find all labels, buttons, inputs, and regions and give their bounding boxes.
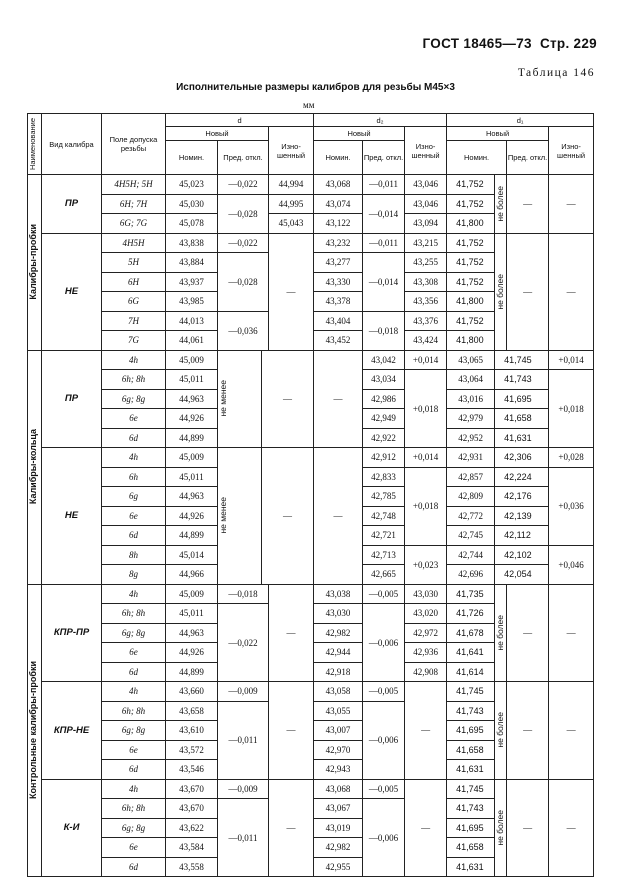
- table-row: 7G 44,061 43,452 43,424 41,800: [28, 331, 594, 351]
- table-row: 6d 44,899 42,922 42,952 41,631: [28, 428, 594, 448]
- table-row: НЕ 4H5H 43,838 —0,022 — 43,232 —0,011 43,215 41,752 не более — —: [28, 233, 594, 253]
- table-row: НЕ 4h 45,009 не менее — — 42,912 +0,014 42,931 42,306 +0,028: [28, 448, 594, 468]
- table-row: 6h; 8h 45,011 —0,022 43,030 —0,006 43,020 41,726: [28, 604, 594, 624]
- table-row: 6g; 8g 43,622 43,019 41,695: [28, 818, 594, 838]
- table-row: 8g 44,966 42,665 42,696 42,054: [28, 565, 594, 585]
- table-row: 6e 44,926 42,949 42,979 41,658: [28, 409, 594, 429]
- col-gauge-type: Вид калибра: [42, 114, 102, 175]
- col-d-worn: Изно-шенный: [269, 127, 314, 175]
- table-row: 6e 44,926 42,944 42,936 41,641: [28, 643, 594, 663]
- table-row: 6g 44,963 42,785 42,809 42,176: [28, 487, 594, 507]
- col-d: d: [166, 114, 314, 127]
- not-more-note: не более: [495, 233, 507, 350]
- col-d2-dev: Пред. откл.: [363, 141, 405, 175]
- gauge-pr: ПР: [42, 175, 102, 234]
- page-number: Стр. 229: [539, 36, 597, 51]
- not-less-note: не менее: [218, 350, 262, 448]
- col-d2: d₂: [314, 114, 447, 127]
- col-d2-worn: Изно-шенный: [405, 127, 447, 175]
- col-d-dev: Пред. откл.: [218, 141, 269, 175]
- table-row: Контрольные калибры-пробки КПР-ПР 4h 45,009 —0,018 — 43,038 —0,005 43,030 41,735 не более — —: [28, 584, 594, 604]
- table-row: 6h; 8h 43,658 —0,011 43,055 —0,006 41,743: [28, 701, 594, 721]
- table-row: 6g; 8g 43,610 43,007 41,695: [28, 721, 594, 741]
- gauge-ring-ne: НЕ: [42, 448, 102, 585]
- col-d-nominal: Номин.: [166, 141, 218, 175]
- not-more-note: не более: [495, 779, 507, 877]
- gauge-dimensions-table: [27, 113, 594, 877]
- table-row: 6d 44,899 42,918 42,908 41,614: [28, 662, 594, 682]
- table-row: 6h; 8h 45,011 43,034 +0,018 43,064 41,743 +0,018: [28, 370, 594, 390]
- table-row: 8h 45,014 42,713 +0,023 42,744 42,102 +0,046: [28, 545, 594, 565]
- gauge-k-i: К-И: [42, 779, 102, 877]
- table-title: Исполнительные размеры калибров для резьбы М45×3: [176, 82, 455, 93]
- table-row: 6h; 8h 43,670 —0,011 43,067 —0,006 41,743: [28, 799, 594, 819]
- table-row: 6H; 7H 45,030 —0,028 44,995 43,074 —0,014 43,046 41,752: [28, 194, 594, 214]
- col-d1-worn: Изно-шенный: [549, 127, 594, 175]
- table-row: 6e 43,584 42,982 41,658: [28, 838, 594, 858]
- table-row: 7H 44,013 —0,036 43,404 —0,018 43,376 41,752: [28, 311, 594, 331]
- col-d1-new: Новый: [447, 127, 549, 141]
- table-row: 6e 43,572 42,970 41,658: [28, 740, 594, 760]
- gauge-kpr-pr: КПР-ПР: [42, 584, 102, 682]
- not-less-note: не менее: [218, 448, 262, 585]
- table-row: 6g; 8g 44,963 42,986 43,016 41,695: [28, 389, 594, 409]
- not-more-note: не более: [495, 682, 507, 780]
- table-row: 5H 43,884 —0,028 43,277 —0,014 43,255 41,752: [28, 253, 594, 273]
- table-row: Калибры-кольца ПР 4h 45,009 не менее — — 43,042 +0,014 43,065 41,745 +0,014: [28, 350, 594, 370]
- table-row: 6H 43,937 43,330 43,308 41,752: [28, 272, 594, 292]
- gauge-ne: НЕ: [42, 233, 102, 350]
- table-number: Таблица 146: [517, 67, 595, 79]
- col-d2-new: Новый: [314, 127, 405, 141]
- col-d2-nominal: Номин.: [314, 141, 363, 175]
- page-header: [423, 36, 598, 51]
- not-more-note: не более: [495, 175, 507, 234]
- table-row: КПР-НЕ 4h 43,660 —0,009 — 43,058 —0,005 — 41,745 не более — —: [28, 682, 594, 702]
- table-row: 6d 43,546 42,943 41,631: [28, 760, 594, 780]
- table-row: 6G; 7G 45,078 45,043 43,122 43,094 41,800: [28, 214, 594, 234]
- unit-label: мм: [303, 100, 315, 110]
- table-row: 6g; 8g 44,963 42,982 42,972 41,678: [28, 623, 594, 643]
- not-more-note: не более: [495, 584, 507, 682]
- gauge-kpr-ne: КПР-НЕ: [42, 682, 102, 780]
- standard-number: ГОСТ 18465—73: [422, 36, 532, 51]
- col-d1-nominal: Номин.: [447, 141, 507, 175]
- table-row: 6d 43,558 42,955 41,631: [28, 857, 594, 877]
- table-row: 6G 43,985 43,378 43,356 41,800: [28, 292, 594, 312]
- group-control: Контрольные калибры-пробки: [28, 584, 42, 877]
- col-d1-dev: Пред. откл.: [507, 141, 549, 175]
- group-plug: Калибры-пробки: [28, 175, 42, 351]
- table-row: 6h 45,011 42,833 +0,018 42,857 42,224 +0,036: [28, 467, 594, 487]
- col-d1: d₁: [447, 114, 594, 127]
- gauge-ring-pr: ПР: [42, 350, 102, 448]
- table-row: Калибры-пробки ПР 4H5H; 5H 45,023 —0,022 44,994 43,068 —0,011 43,046 41,752 не более — —: [28, 175, 594, 195]
- col-d-new: Новый: [166, 127, 269, 141]
- table-row: 6d 44,899 42,721 42,745 42,112: [28, 526, 594, 546]
- col-name: Наименование: [28, 114, 42, 175]
- table-row: 6e 44,926 42,748 42,772 42,139: [28, 506, 594, 526]
- group-ring: Калибры-кольца: [28, 350, 42, 584]
- table-row: К-И 4h 43,670 —0,009 — 43,068 —0,005 — 41,745 не более — —: [28, 779, 594, 799]
- col-tolerance-field: Поле допуска резьбы: [102, 114, 166, 175]
